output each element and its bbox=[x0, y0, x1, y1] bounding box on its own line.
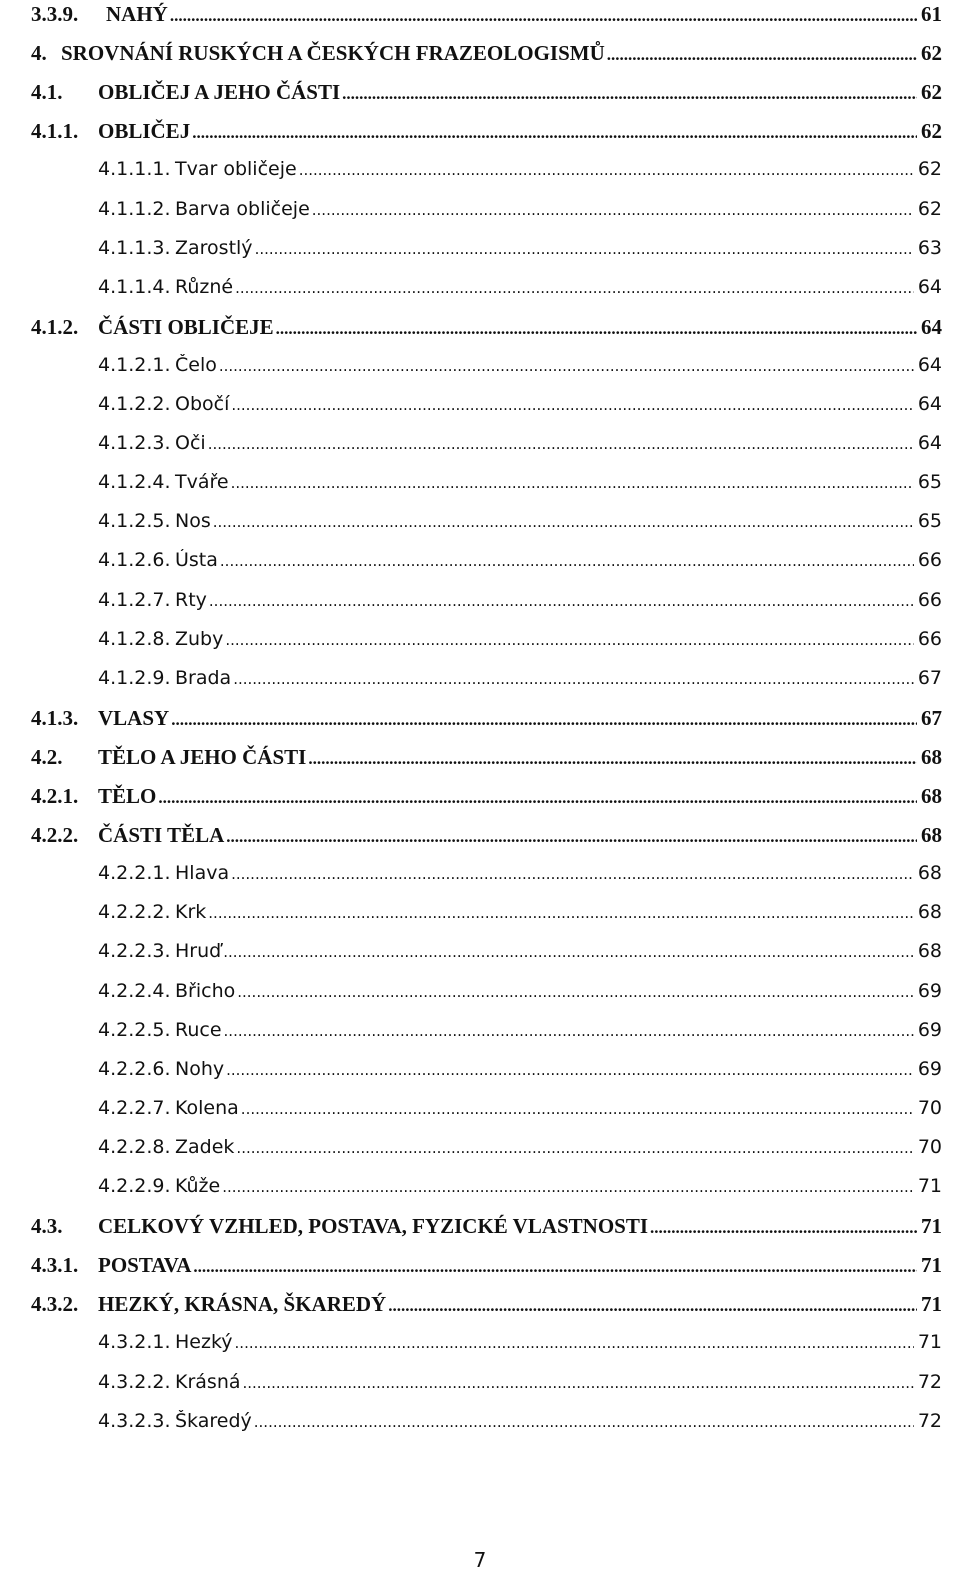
toc-entry-number: 4.2.2.2. bbox=[98, 901, 171, 924]
toc-entry-page: 71 bbox=[917, 1331, 942, 1354]
toc-entry-title: SROVNÁNÍ RUSKÝCH A ČESKÝCH FRAZEOLOGISMŮ bbox=[61, 41, 605, 66]
toc-entry[interactable] bbox=[98, 393, 942, 419]
toc-entry-title: HEZKÝ, KRÁSNA, ŠKAREDÝ bbox=[98, 1292, 387, 1317]
dot-leader bbox=[226, 823, 917, 848]
dot-leader bbox=[254, 1410, 914, 1432]
toc-entry-number: 4.1.2. bbox=[31, 314, 79, 339]
toc-entry-number: 4.2. bbox=[31, 744, 63, 769]
toc-entry-title: Břicho bbox=[175, 979, 236, 1002]
toc-entry-page: 68 bbox=[921, 823, 942, 848]
toc-entry-title: Zarostlý bbox=[175, 236, 253, 259]
toc-entry-title: OBLIČEJ bbox=[98, 119, 191, 144]
dot-leader bbox=[650, 1214, 917, 1239]
toc-entry-title: Tváře bbox=[175, 471, 229, 494]
toc-entry-number: 4.3.2.1. bbox=[98, 1331, 171, 1354]
toc-entry-page: 68 bbox=[921, 784, 942, 808]
toc-entry-number: 4.2.2.3. bbox=[98, 940, 171, 963]
toc-entry-title: Obočí bbox=[175, 393, 230, 415]
dot-leader bbox=[224, 1019, 914, 1041]
toc-entry-page: 66 bbox=[917, 627, 942, 650]
toc-entry-title: Nos bbox=[175, 510, 211, 533]
toc-entry-page: 62 bbox=[917, 158, 942, 181]
toc-entry-title: CELKOVÝ VZHLED, POSTAVA, FYZICKÉ VLASTNOSTI bbox=[98, 1214, 649, 1239]
toc-entry-page: 68 bbox=[921, 744, 942, 769]
toc-entry[interactable] bbox=[98, 980, 942, 1006]
dot-leader bbox=[241, 1097, 914, 1119]
toc-entry[interactable] bbox=[98, 940, 942, 966]
dot-leader bbox=[222, 1175, 914, 1197]
toc-entry[interactable] bbox=[98, 1058, 942, 1084]
toc-entry-title: Krk bbox=[175, 901, 207, 924]
dot-leader bbox=[223, 940, 914, 962]
dot-leader bbox=[208, 432, 914, 454]
toc-entry-number: 4.1.2.6. bbox=[98, 549, 171, 572]
toc-entry[interactable] bbox=[31, 2, 942, 28]
toc-entry-title: Čelo bbox=[175, 353, 217, 376]
toc-entry[interactable] bbox=[98, 1410, 942, 1436]
dot-leader bbox=[158, 784, 917, 809]
toc-entry[interactable] bbox=[98, 589, 942, 615]
dot-leader bbox=[192, 119, 917, 144]
toc-entry-title: NAHÝ bbox=[106, 2, 168, 26]
toc-entry-page: 68 bbox=[917, 901, 942, 924]
toc-entry-number: 4.1.3. bbox=[31, 705, 79, 730]
toc-entry[interactable] bbox=[31, 1253, 942, 1279]
dot-leader bbox=[208, 901, 914, 923]
toc-entry-title: Brada bbox=[175, 666, 232, 689]
toc-entry[interactable] bbox=[98, 1136, 942, 1162]
toc-entry[interactable] bbox=[31, 119, 942, 145]
toc-entry-title: Rty bbox=[175, 588, 207, 611]
toc-entry-number: 4.1.2.8. bbox=[98, 627, 171, 650]
dot-leader bbox=[243, 1371, 914, 1393]
toc-entry-number: 4.1.2.7. bbox=[98, 588, 171, 611]
toc-entry[interactable] bbox=[98, 1019, 942, 1045]
toc-entry-number: 4.3.2.3. bbox=[98, 1409, 171, 1432]
dot-leader bbox=[209, 589, 914, 611]
toc-entry-title: Hruď bbox=[175, 940, 222, 963]
toc-entry[interactable] bbox=[98, 628, 942, 654]
toc-entry[interactable] bbox=[98, 354, 942, 380]
toc-entry-page: 61 bbox=[921, 2, 942, 26]
toc-entry[interactable] bbox=[31, 80, 942, 106]
toc-entry-title: Krásná bbox=[175, 1370, 241, 1393]
toc-entry-number: 4.1.2.3. bbox=[98, 432, 171, 455]
toc-entry-page: 71 bbox=[921, 1214, 942, 1239]
toc-entry[interactable] bbox=[98, 1175, 942, 1201]
toc-entry-title: TĚLO A JEHO ČÁSTI bbox=[98, 744, 307, 769]
toc-entry[interactable] bbox=[98, 198, 942, 224]
dot-leader bbox=[231, 862, 914, 884]
toc-entry-title: Zadek bbox=[175, 1135, 235, 1158]
toc-entry[interactable] bbox=[98, 471, 942, 497]
toc-entry-number: 4.2.2. bbox=[31, 823, 79, 848]
toc-entry[interactable] bbox=[31, 784, 942, 810]
dot-leader bbox=[388, 1292, 917, 1317]
toc-entry[interactable] bbox=[31, 823, 942, 849]
toc-entry-number: 4.1.1.1. bbox=[98, 158, 171, 181]
dot-leader bbox=[231, 393, 913, 415]
toc-entry[interactable] bbox=[98, 862, 942, 888]
toc-entry-number: 4.1.1.4. bbox=[98, 275, 171, 298]
toc-entry-title: Ruce bbox=[175, 1018, 222, 1041]
toc-entry-page: 68 bbox=[917, 940, 942, 963]
toc-entry-number: 4.2.2.9. bbox=[98, 1175, 171, 1197]
toc-entry[interactable] bbox=[31, 706, 942, 732]
toc-entry[interactable] bbox=[98, 237, 942, 263]
dot-leader bbox=[233, 667, 914, 689]
toc-entry-page: 62 bbox=[921, 41, 942, 66]
toc-entry-page: 65 bbox=[917, 471, 942, 494]
toc-entry-title: ČÁSTI TĚLA bbox=[98, 823, 225, 848]
toc-entry-page: 64 bbox=[917, 393, 942, 415]
toc-entry-number: 4.2.2.8. bbox=[98, 1135, 171, 1158]
dot-leader bbox=[219, 354, 914, 376]
toc-entry-title: Barva obličeje bbox=[175, 197, 310, 220]
dot-leader bbox=[220, 549, 914, 571]
toc-entry-page: 62 bbox=[921, 119, 942, 144]
toc-entry-title: Různé bbox=[175, 275, 234, 298]
dot-leader bbox=[226, 1058, 914, 1080]
toc-entry-page: 69 bbox=[917, 979, 942, 1002]
toc-entry-title: Ústa bbox=[175, 549, 218, 572]
toc-entry-title: Kůže bbox=[175, 1175, 221, 1197]
dot-leader bbox=[312, 198, 914, 220]
toc-entry-title: Hlava bbox=[175, 862, 230, 885]
toc-entry-number: 4.2.2.7. bbox=[98, 1096, 171, 1119]
toc-entry-title: VLASY bbox=[98, 705, 170, 730]
toc-entry-page: 64 bbox=[917, 353, 942, 376]
toc-entry-page: 64 bbox=[917, 432, 942, 455]
toc-entry-title: Škaredý bbox=[175, 1409, 252, 1432]
toc-entry-page: 68 bbox=[917, 862, 942, 885]
dot-leader bbox=[299, 158, 914, 180]
toc-entry-page: 67 bbox=[921, 705, 942, 730]
toc-entry-page: 71 bbox=[917, 1175, 942, 1197]
toc-entry-page: 70 bbox=[917, 1135, 942, 1158]
toc-entry-number: 4.3.1. bbox=[31, 1253, 79, 1278]
dot-leader bbox=[607, 41, 917, 66]
toc-entry-title: Kolena bbox=[175, 1096, 239, 1119]
toc-entry[interactable] bbox=[98, 1097, 942, 1123]
toc-entry-title: Tvar obličeje bbox=[175, 158, 297, 181]
toc-entry-number: 4.1.2.4. bbox=[98, 471, 171, 494]
toc-entry-number: 3.3.9. bbox=[31, 2, 79, 26]
toc-entry[interactable] bbox=[98, 901, 942, 927]
toc-entry[interactable] bbox=[31, 1292, 942, 1318]
toc-entry-title: TĚLO bbox=[98, 784, 157, 808]
toc-entry-number: 4.3.2.2. bbox=[98, 1370, 171, 1393]
toc-entry-page: 64 bbox=[921, 314, 942, 339]
dot-leader bbox=[255, 237, 914, 259]
toc-entry-page: 66 bbox=[917, 588, 942, 611]
toc-entry-number: 4. bbox=[31, 41, 47, 66]
toc-entry-page: 66 bbox=[917, 549, 942, 572]
dot-leader bbox=[225, 628, 913, 650]
toc-entry-number: 4.2.2.6. bbox=[98, 1057, 171, 1080]
toc-entry-page: 63 bbox=[917, 236, 942, 259]
toc-entry[interactable] bbox=[98, 158, 942, 184]
toc-entry-page: 70 bbox=[917, 1096, 942, 1119]
toc-entry-number: 4.1.1.2. bbox=[98, 197, 171, 220]
toc-entry-number: 4.1.2.9. bbox=[98, 666, 171, 689]
toc-entry-page: 62 bbox=[917, 197, 942, 220]
toc-entry-title: Hezký bbox=[175, 1331, 233, 1354]
toc-entry[interactable] bbox=[31, 41, 942, 67]
toc-entry-page: 71 bbox=[921, 1292, 942, 1317]
toc-entry-title: POSTAVA bbox=[98, 1253, 192, 1278]
toc-entry[interactable] bbox=[98, 276, 942, 302]
dot-leader bbox=[237, 980, 914, 1002]
toc-entry-number: 4.2.2.5. bbox=[98, 1018, 171, 1041]
dot-leader bbox=[235, 1331, 914, 1353]
toc-entry-number: 4.1.1. bbox=[31, 119, 79, 144]
toc-entry-page: 69 bbox=[917, 1018, 942, 1041]
dot-leader bbox=[171, 706, 917, 731]
toc-entry[interactable] bbox=[98, 667, 942, 693]
toc-entry-page: 62 bbox=[921, 80, 942, 105]
dot-leader bbox=[170, 2, 917, 27]
dot-leader bbox=[213, 510, 914, 532]
toc-entry[interactable] bbox=[31, 315, 942, 341]
toc-entry[interactable] bbox=[31, 1214, 942, 1240]
toc-entry-number: 4.2.2.1. bbox=[98, 862, 171, 885]
dot-leader bbox=[308, 745, 917, 770]
toc-entry-page: 65 bbox=[917, 510, 942, 533]
toc-entry-page: 67 bbox=[917, 666, 942, 689]
toc-entry[interactable] bbox=[31, 745, 942, 771]
toc-entry-page: 71 bbox=[921, 1253, 942, 1278]
toc-entry-number: 4.3. bbox=[31, 1214, 63, 1239]
toc-entry-number: 4.1.2.2. bbox=[98, 393, 171, 415]
toc-entry-page: 64 bbox=[917, 275, 942, 298]
toc-entry-title: Oči bbox=[175, 432, 206, 455]
page-number: 7 bbox=[473, 1548, 487, 1572]
toc-entry[interactable] bbox=[98, 510, 942, 536]
toc-entry-number: 4.3.2. bbox=[31, 1292, 79, 1317]
toc-entry[interactable] bbox=[98, 1331, 942, 1357]
toc-entry-title: Nohy bbox=[175, 1057, 225, 1080]
toc-entry[interactable] bbox=[98, 1371, 942, 1397]
toc-entry-number: 4.2.2.4. bbox=[98, 979, 171, 1002]
dot-leader bbox=[235, 276, 914, 298]
toc-entry-number: 4.1.2.1. bbox=[98, 353, 171, 376]
toc-entry-title: Zuby bbox=[175, 627, 224, 650]
toc-entry[interactable] bbox=[98, 549, 942, 575]
toc-entry-number: 4.1.2.5. bbox=[98, 510, 171, 533]
toc-entry-number: 4.1.1.3. bbox=[98, 236, 171, 259]
toc-entry-page: 72 bbox=[917, 1409, 942, 1432]
dot-leader bbox=[193, 1253, 917, 1278]
toc-entry-number: 4.1. bbox=[31, 80, 63, 105]
dot-leader bbox=[236, 1136, 913, 1158]
toc-entry-title: OBLIČEJ A JEHO ČÁSTI bbox=[98, 80, 341, 105]
toc-entry-page: 72 bbox=[917, 1370, 942, 1393]
toc-entry-title: ČÁSTI OBLIČEJE bbox=[98, 314, 274, 339]
toc-entry-number: 4.2.1. bbox=[31, 784, 79, 808]
dot-leader bbox=[276, 315, 917, 340]
dot-leader bbox=[342, 80, 917, 105]
toc-entry-page: 69 bbox=[917, 1057, 942, 1080]
dot-leader bbox=[231, 471, 914, 493]
toc-entry[interactable] bbox=[98, 432, 942, 458]
